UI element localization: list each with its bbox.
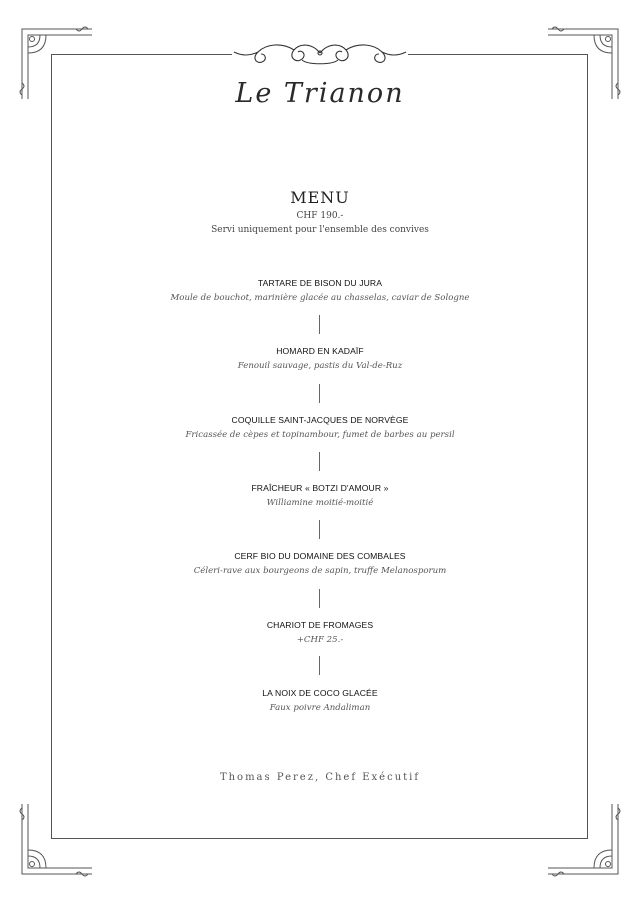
restaurant-logo: Le Trianon (235, 78, 405, 109)
course-name: HOMARD EN KADAÏF (276, 346, 364, 356)
menu-price: CHF 190.- (296, 211, 344, 221)
course-item (0, 619, 640, 646)
flourish-ornament-icon (232, 36, 408, 70)
corner-ornament-bottom-left (18, 800, 96, 878)
corner-ornament-bottom-right (544, 800, 622, 878)
course-name: FRAÎCHEUR « BOTZI D'AMOUR » (251, 483, 389, 493)
menu-note: Servi uniquement pour l'ensemble des convives (211, 225, 429, 235)
course-separator (319, 315, 320, 334)
course-description: Williamine moitié-moitié (266, 498, 374, 508)
course-separator (319, 520, 320, 539)
course-item (0, 687, 640, 714)
course-name: COQUILLE SAINT-JACQUES DE NORVÈGE (231, 415, 409, 425)
course-separator (319, 452, 320, 471)
page-frame (51, 54, 588, 839)
course-description: Fenouil sauvage, pastis du Val-de-Ruz (237, 361, 403, 371)
course-description: Fricassée de cèpes et topinambour, fumet de barbes au persil (185, 430, 455, 440)
chef-signature: Thomas Perez, Chef Exécutif (219, 772, 421, 783)
course-item (0, 277, 640, 304)
course-item (0, 345, 640, 372)
menu-title: MENU (290, 188, 350, 207)
course-name: CERF BIO DU DOMAINE DES COMBALES (234, 551, 406, 561)
course-name: LA NOIX DE COCO GLACÉE (262, 688, 378, 698)
course-item (0, 414, 640, 441)
course-separator (319, 656, 320, 675)
course-description: +CHF 25.- (296, 635, 344, 645)
course-item (0, 550, 640, 577)
course-description: Moule de bouchot, marinière glacée au chasselas, caviar de Sologne (170, 293, 470, 303)
course-description: Céleri-rave aux bourgeons de sapin, truffe Melanosporum (193, 566, 447, 576)
course-item (0, 482, 640, 509)
course-name: CHARIOT DE FROMAGES (266, 620, 374, 630)
course-name: TARTARE DE BISON DU JURA (257, 278, 383, 288)
course-separator (319, 384, 320, 403)
course-description: Faux poivre Andaliman (269, 703, 371, 713)
course-separator (319, 589, 320, 608)
